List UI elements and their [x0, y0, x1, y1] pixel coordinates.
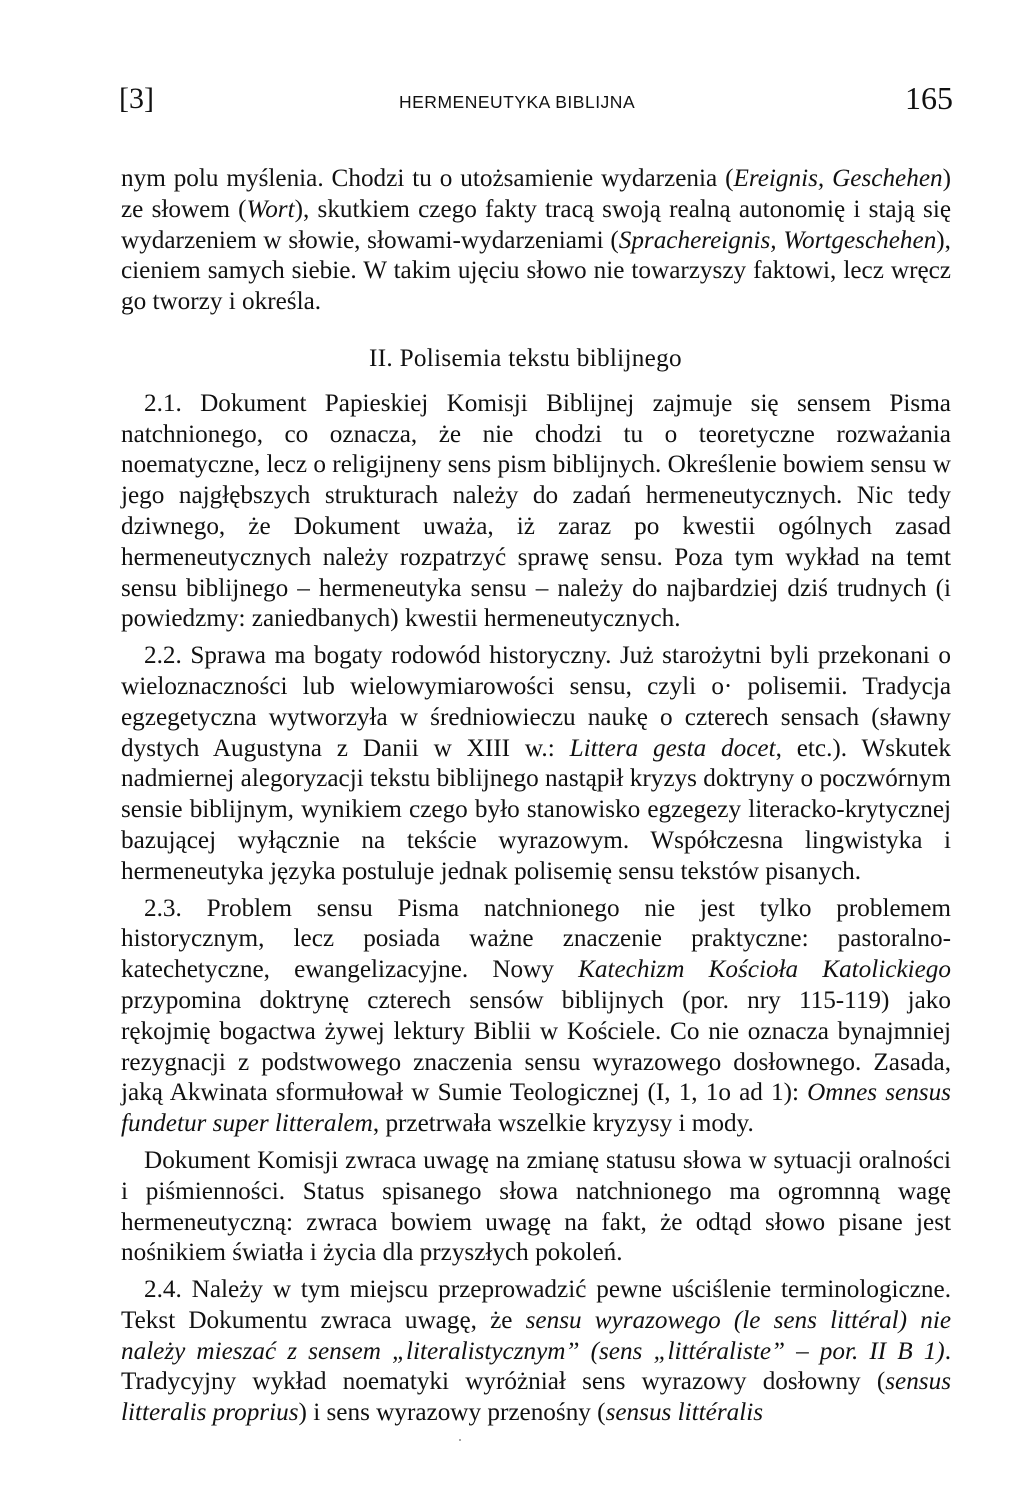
- section-heading: II. Polisemia tekstu biblijnego: [369, 344, 682, 372]
- italic-term: sensus litteralis proprius: [121, 1368, 951, 1427]
- running-header: [121, 80, 951, 124]
- italic-term: Omnes sensus fundetur super litteralem: [121, 1079, 951, 1138]
- page-number: 165: [905, 80, 953, 116]
- italic-term: Katechizm Kościoła Katolickiego: [578, 956, 951, 984]
- paragraph-2-4: [121, 1275, 951, 1429]
- paragraph-2-3: [121, 894, 951, 1140]
- text-run: ) i sens wyrazowy przenośny (: [298, 1399, 606, 1427]
- document-page: [119, 80, 953, 1427]
- italic-term: Sprachereignis, Wortgeschehen: [618, 226, 937, 254]
- text-run: 2.3. Problem sensu Pisma natchnionego nie jest tylko problemem historycznym, lecz posiada ważne znaczenie praktyczne: pastoralno-katechetyczne, ewangelizacyjne. Nowy: [121, 894, 951, 984]
- paragraph-2-1: [121, 389, 951, 635]
- scan-speck: [459, 1439, 461, 1441]
- italic-term: sensu wyrazowego (le sens littéral) nie należy mieszać z sensem „literalistycznym” (sens „littéraliste” – por. II B 1): [121, 1306, 951, 1365]
- text-run: 2.2. Sprawa ma bogaty rodowód historyczny. Już starożytni byli przekonani o wieloznaczności lub wielowymiarowości sensu, czyli o· polisemii. Tradycja egzegetyczna wytworzyła w średniowieczu naukę o czterech sensach (sławny dystych Augustyna z Danii w XIII w.:: [121, 642, 951, 762]
- text-run: ), cieniem samych siebie. W takim ujęciu słowo nie towarzyszy faktowi, lecz wręcz go tworzy i określa.: [121, 226, 951, 316]
- text-run: ) ze słowem (: [121, 165, 951, 223]
- italic-term: Wort: [246, 195, 295, 223]
- section-number: [3]: [119, 82, 154, 115]
- text-run: nym polu myślenia. Chodzi tu o utożsamienie wydarzenia (: [121, 165, 734, 192]
- text-run: 2.4. Należy w tym miejscu przeprowadzić pewne uściślenie terminologiczne. Tekst Dokumentu zwraca uwagę, że: [121, 1276, 951, 1334]
- italic-term: Ereignis, Geschehen: [733, 165, 943, 192]
- text-run: , przetrwała wszelkie kryzysy i mody.: [372, 1110, 754, 1138]
- text-run: 2.1. Dokument Papieskiej Komisji Biblijnej zajmuje się sensem Pisma natchnionego, co oznacza, że nie chodzi tu o teoretyczne rozważania noematyczne, lecz o religijneny sens pism biblijnych. Określenie bowiem sensu w jego najgłębszych strukturach należy do zadań hermeneutycznych. Nic tedy dziwnego, że Dokument uważa, iż zaraz po kwestii ogólnych zasad hermeneutycznych należy rozpatrzyć sprawę sensu. Poza tym wykład na temt sensu biblijnego – hermeneutyka sensu – należy do najbardziej dziś trudnych (i powiedzmy: zaniedbanych) kwestii hermeneutycznych.: [121, 389, 951, 633]
- paragraph-2-2: [121, 641, 951, 887]
- italic-term: sensus littéralis: [605, 1399, 764, 1427]
- text-run: przypomina doktrynę czterech sensów biblijnych (por. nry 115-119) jako rękojmię bogactwa żywej lektury Biblii w Kościele. Co nie oznacza bynajmniej rezygnacji z podstwowego znaczenia sensu wyrazowego dosłownego. Zasada, jaką Akwinata sformułował w Sumie Teologicznej (I, 1, 1o ad 1):: [121, 986, 951, 1107]
- text-run: Dokument Komisji zwraca uwagę na zmianę statusu słowa w sytuacji oralności i piśmienności. Status spisanego słowa natchnionego ma ogromnną wagę hermeneutyczną: zwraca bowiem uwagę na fakt, że odtąd słowo pisane jest nośnikiem światła i życia dla przyszłych pokoleń.: [121, 1146, 951, 1267]
- text-run: . Tradycyjny wykład noematyki wyróżniał sens wyrazowy dosłowny (: [121, 1337, 951, 1396]
- running-title: HERMENEUTYKA BIBLIJNA: [399, 92, 636, 112]
- text-run: , etc.). Wskutek nadmiernej alegoryzacji tekstu biblijnego nastąpił kryzys doktryny o poczwórnym sensie biblijnym, wynikiem czego było stanowisko egzegezy literacko-krytycznej bazującej wyłącznie na tekście wyrazowym. Współczesna lingwistyka i hermeneutyka języka postuluje jednak polisemię sensu tekstów pisanych.: [121, 734, 951, 885]
- text-run: ), skutkiem czego fakty tracą swoją realną autonomię i stają się wydarzeniem w słowie, słowami-wydarzeniami (: [121, 195, 951, 254]
- body-text: [121, 164, 951, 1429]
- paragraph-dokument-komisji: [121, 1146, 951, 1269]
- paragraph-continuation: [121, 164, 951, 318]
- italic-term: Littera gesta docet: [569, 734, 776, 762]
